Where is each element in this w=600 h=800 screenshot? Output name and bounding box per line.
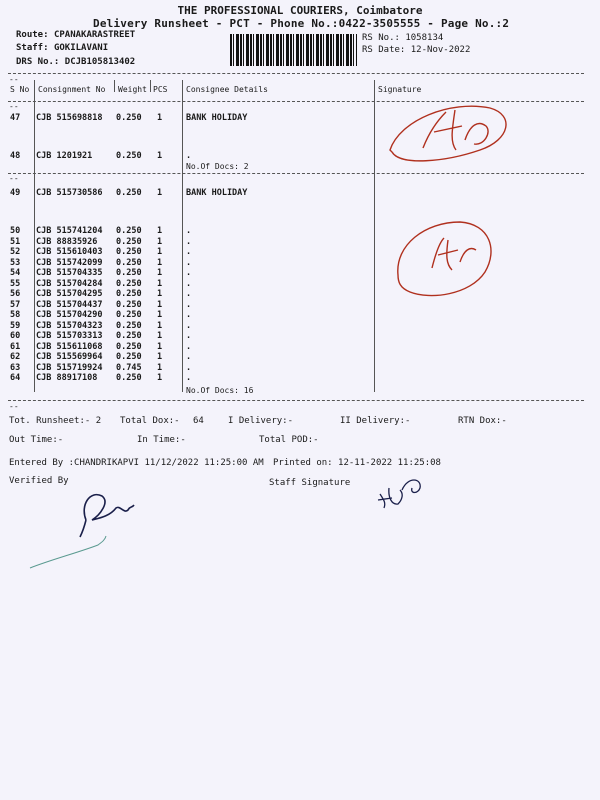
rtn-dox: RTN Dox:- <box>458 416 507 426</box>
row-pcs: 1 <box>157 151 163 161</box>
total-dox-label: Total Dox:- <box>120 416 180 426</box>
col-consignee: Consignee Details <box>186 85 268 94</box>
row-sno: 58 <box>10 310 21 320</box>
row-weight: 0.250 <box>116 373 142 383</box>
row-consignment: CJB 515698818 <box>36 113 103 123</box>
row-pcs: 1 <box>157 236 163 247</box>
rule-mark: -- <box>9 402 19 411</box>
row-consignment: CJB 515704335 <box>36 268 103 278</box>
row-consignee: . <box>186 299 192 310</box>
row-consignment: CJB 515719924 <box>36 362 103 373</box>
row-consignee: . <box>186 151 192 161</box>
verified-by-label: Verified By <box>9 476 69 486</box>
row-consignment: CJB 515704437 <box>36 299 103 310</box>
row-consignee: . <box>186 331 192 341</box>
row-consignee: . <box>186 236 192 247</box>
row-sno: 53 <box>10 257 21 268</box>
rs-number: RS No.: 1058134 <box>362 33 444 43</box>
row-pcs: 1 <box>157 299 163 310</box>
out-time: Out Time:- <box>9 435 64 445</box>
staff-value: GOKILAVANI <box>53 43 109 53</box>
row-sno: 60 <box>10 331 21 341</box>
row-weight: 0.250 <box>116 247 142 257</box>
row-pcs: 1 <box>157 268 163 278</box>
row-sno: 56 <box>10 289 21 299</box>
row-consignee: . <box>186 310 192 320</box>
row-weight: 0.250 <box>116 226 142 236</box>
row-sno: 48 <box>10 151 21 161</box>
row-consignment: CJB 515569964 <box>36 352 103 362</box>
row-weight: 0.250 <box>116 341 142 352</box>
row-pcs: 1 <box>157 352 163 362</box>
row-weight: 0.250 <box>116 289 142 299</box>
row-weight: 0.250 <box>116 188 142 198</box>
row-consignee: . <box>186 320 192 331</box>
row-consignee: . <box>186 268 192 278</box>
rule-mark: -- <box>9 174 19 183</box>
row-pcs: 1 <box>157 310 163 320</box>
row-weight: 0.250 <box>116 278 142 289</box>
in-time: In Time:- <box>137 435 186 445</box>
row-consignee: . <box>186 373 192 383</box>
row-consignee: . <box>186 278 192 289</box>
row-weight: 0.250 <box>116 331 142 341</box>
row-pcs: 1 <box>157 362 163 373</box>
row-sno: 59 <box>10 320 21 331</box>
col-sno: S No <box>10 85 30 94</box>
row-consignment: CJB 515703313 <box>36 331 103 341</box>
staff-label: Staff: <box>16 43 49 53</box>
total-pod: Total POD:- <box>259 435 319 445</box>
col-consignment: Consignment No <box>38 85 106 94</box>
row-consignment: CJB 515704323 <box>36 320 103 331</box>
row-consignee: . <box>186 257 192 268</box>
rule-mark: -- <box>9 102 19 111</box>
row-consignment: CJB 515611068 <box>36 341 103 352</box>
row-sno: 49 <box>10 188 21 198</box>
row-consignment: CJB 515704284 <box>36 278 103 289</box>
docs-count: No.Of Docs: 2 <box>186 162 249 171</box>
drs-label: DRS No.: <box>16 57 60 67</box>
route-label: Route: <box>16 30 49 40</box>
row-consignee: BANK HOLIDAY <box>186 188 248 198</box>
drs-value: DCJB105813402 <box>64 57 136 67</box>
row-pcs: 1 <box>157 247 163 257</box>
row-weight: 0.745 <box>116 362 142 373</box>
row-pcs: 1 <box>157 113 163 123</box>
printed-on: Printed on: 12-11-2022 11:25:08 <box>273 458 441 468</box>
company-title: THE PROFESSIONAL COURIERS, Coimbatore <box>177 4 423 17</box>
docs-count: No.Of Docs: 16 <box>186 386 254 395</box>
row-consignee: BANK HOLIDAY <box>186 113 248 123</box>
row-pcs: 1 <box>157 341 163 352</box>
row-sno: 63 <box>10 362 21 373</box>
staff-signature-label: Staff Signature <box>269 478 351 488</box>
row-consignee: . <box>186 289 192 299</box>
runsheet-subtitle: Delivery Runsheet - PCT - Phone No.:0422-3505555 - Page No.:2 <box>93 17 510 30</box>
col-signature: Signature <box>378 85 422 94</box>
tot-runsheet: Tot. Runsheet:- 2 <box>9 416 102 426</box>
row-consignment: CJB 88917108 <box>36 373 98 383</box>
row-pcs: 1 <box>157 331 163 341</box>
col-pcs: PCS <box>153 85 168 94</box>
row-weight: 0.250 <box>116 113 142 123</box>
row-weight: 0.250 <box>116 310 142 320</box>
row-sno: 64 <box>10 373 21 383</box>
row-sno: 52 <box>10 247 21 257</box>
row-pcs: 1 <box>157 226 163 236</box>
row-consignment: CJB 515742099 <box>36 257 103 268</box>
row-consignee: . <box>186 362 192 373</box>
row-weight: 0.250 <box>116 151 142 161</box>
stamp-signature <box>390 106 506 295</box>
i-delivery: I Delivery:- <box>228 416 294 426</box>
row-pcs: 1 <box>157 188 163 198</box>
row-pcs: 1 <box>157 320 163 331</box>
row-consignment: CJB 88835926 <box>36 236 98 247</box>
stray-pen-mark <box>30 536 106 568</box>
row-pcs: 1 <box>157 278 163 289</box>
row-weight: 0.250 <box>116 268 142 278</box>
entered-by: Entered By :CHANDRIKAPVI 11/12/2022 11:25:00 AM <box>9 458 264 468</box>
row-weight: 0.250 <box>116 320 142 331</box>
ii-delivery: II Delivery:- <box>340 416 411 426</box>
staff-handwriting <box>378 480 420 508</box>
row-consignee: . <box>186 341 192 352</box>
row-pcs: 1 <box>157 373 163 383</box>
row-pcs: 1 <box>157 257 163 268</box>
row-sno: 54 <box>10 268 21 278</box>
total-dox-value: 64 <box>193 416 204 426</box>
rule-mark: -- <box>9 75 19 84</box>
row-weight: 0.250 <box>116 257 142 268</box>
row-consignment: CJB 515704290 <box>36 310 103 320</box>
row-pcs: 1 <box>157 289 163 299</box>
row-sno: 47 <box>10 113 21 123</box>
row-weight: 0.250 <box>116 236 142 247</box>
route-value: CPANAKARASTREET <box>53 30 136 40</box>
row-sno: 62 <box>10 352 21 362</box>
row-consignment: CJB 515704295 <box>36 289 103 299</box>
row-consignment: CJB 1201921 <box>36 151 93 161</box>
row-consignee: . <box>186 226 192 236</box>
row-consignee: . <box>186 352 192 362</box>
row-sno: 51 <box>10 236 21 247</box>
row-sno: 57 <box>10 299 21 310</box>
row-sno: 61 <box>10 341 21 352</box>
row-sno: 50 <box>10 226 21 236</box>
row-consignee: . <box>186 247 192 257</box>
row-weight: 0.250 <box>116 352 142 362</box>
row-consignment: CJB 515730586 <box>36 188 103 198</box>
row-sno: 55 <box>10 278 21 289</box>
rs-date: RS Date: 12-Nov-2022 <box>362 45 471 55</box>
row-consignment: CJB 515741204 <box>36 226 103 236</box>
row-weight: 0.250 <box>116 299 142 310</box>
col-weight: Weight <box>118 85 147 94</box>
row-consignment: CJB 515610403 <box>36 247 103 257</box>
verified-signature <box>80 495 134 537</box>
